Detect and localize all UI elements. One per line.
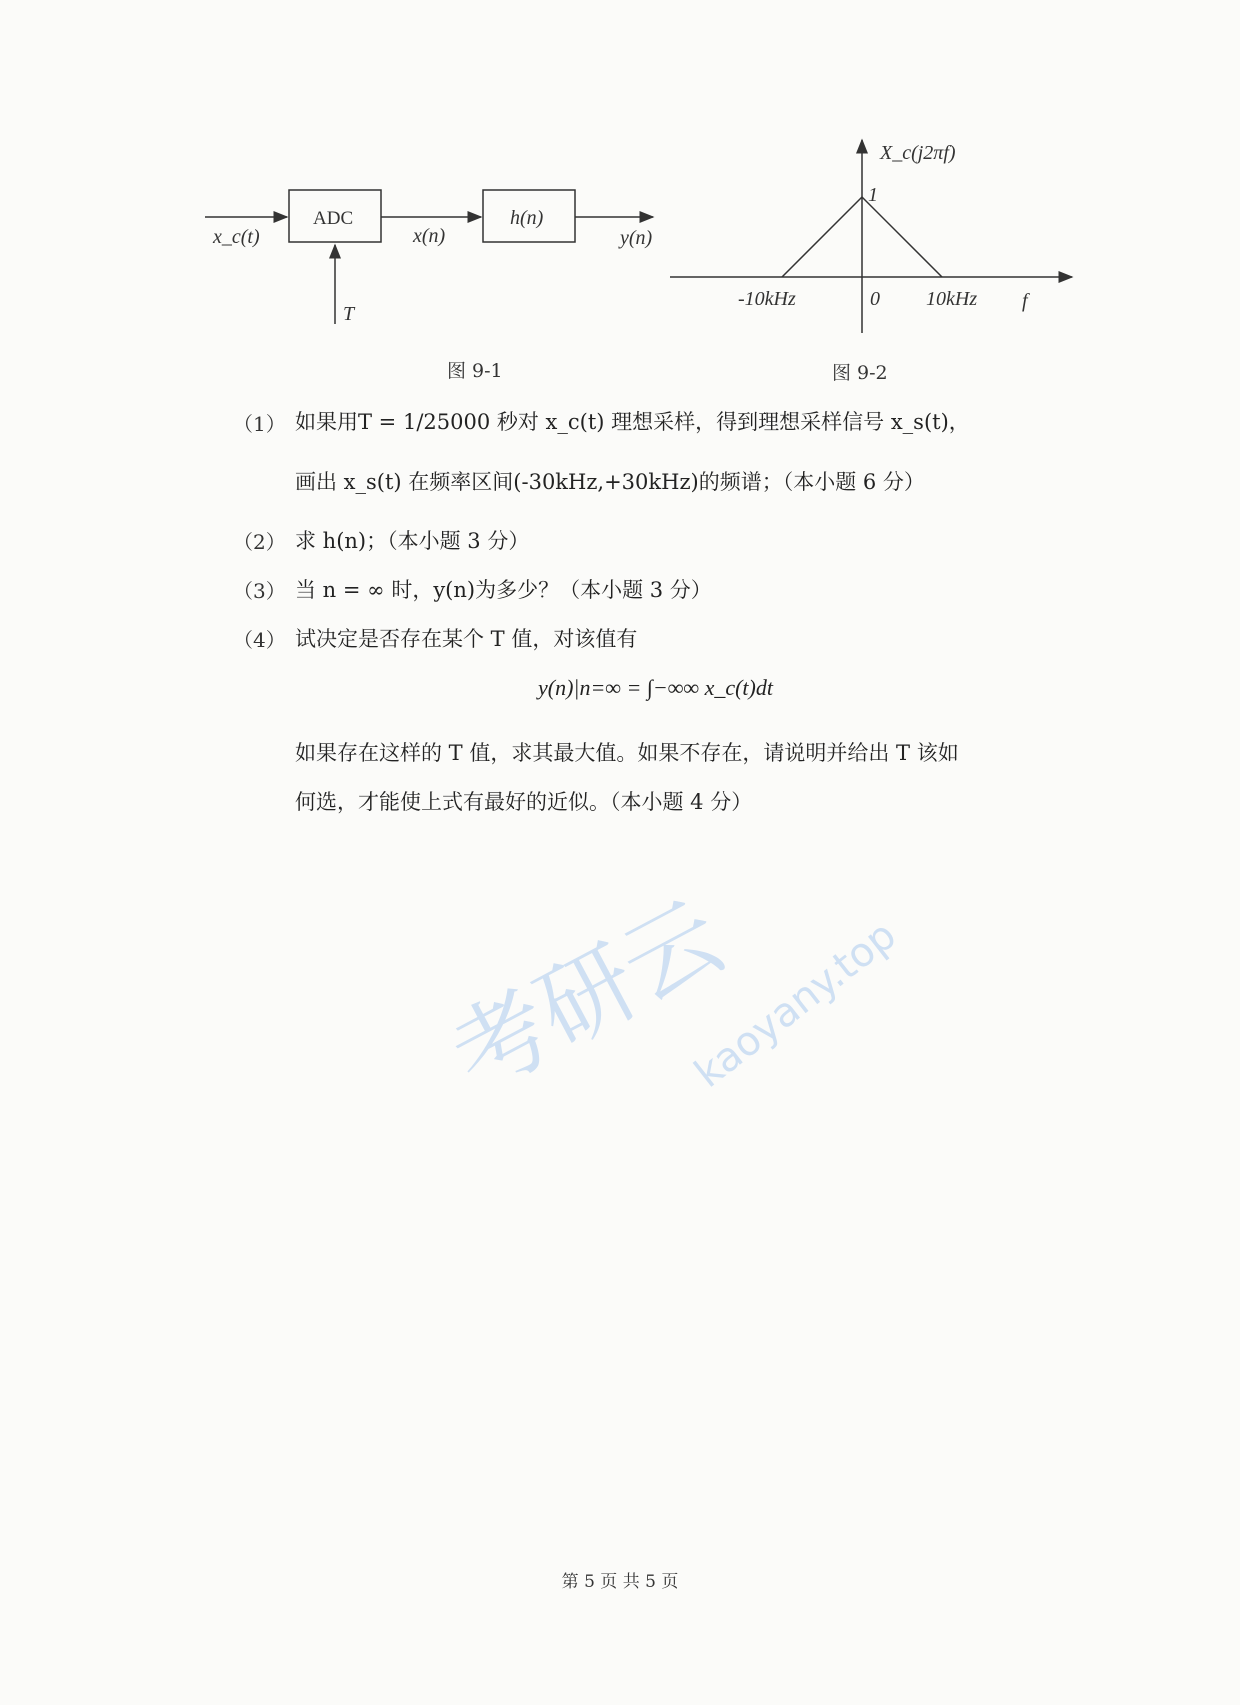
question-4-line-1: 试决定是否存在某个 T 值，对该值有 bbox=[295, 627, 638, 651]
watermark-cn: 考研云 bbox=[433, 879, 741, 1114]
question-4-line-2: 如果存在这样的 T 值，求其最大值。如果不存在，请说明并给出 T 该如 bbox=[295, 741, 959, 765]
tick-zero-label: 0 bbox=[870, 288, 880, 310]
page-footer: 第 5 页 共 5 页 bbox=[561, 1572, 679, 1592]
figure-caption-1: 图 9-1 bbox=[447, 360, 503, 382]
question-4-number: （4） bbox=[233, 628, 286, 652]
question-2-number: （2） bbox=[233, 530, 286, 554]
spectrum-plot bbox=[670, 135, 1080, 345]
question-1-line-1: 如果用T = 1/25000 秒对 x_c(t) 理想采样，得到理想采样信号 x_s(t)， bbox=[295, 410, 970, 434]
question-1-number: （1） bbox=[233, 412, 286, 436]
tick-pos-label: 10kHz bbox=[926, 288, 978, 310]
block-diagram bbox=[205, 170, 675, 345]
xn-label: x(n) bbox=[413, 225, 446, 247]
question-2-text: 求 h(n)；（本小题 3 分） bbox=[295, 529, 530, 553]
question-3-text: 当 n = ∞ 时，y(n)为多少？（本小题 3 分） bbox=[295, 578, 712, 602]
output-label: y(n) bbox=[620, 227, 653, 249]
adc-label: ADC bbox=[313, 208, 354, 229]
spectrum-title: X_c(j2πf) bbox=[880, 142, 956, 164]
f-axis-label: f bbox=[1022, 290, 1028, 312]
question-1-line-2: 画出 x_s(t) 在频率区间(-30kHz,+30kHz)的频谱；（本小题 6 分） bbox=[295, 470, 925, 494]
question-4-line-3: 何选，才能使上式有最好的近似。（本小题 4 分） bbox=[295, 790, 753, 814]
clock-label: T bbox=[343, 303, 355, 325]
question-3-number: （3） bbox=[233, 579, 286, 603]
peak-label: 1 bbox=[868, 184, 878, 206]
input-label: x_c(t) bbox=[213, 226, 260, 248]
integral-formula: y(n)|n=∞ = ∫−∞∞ x_c(t)dt bbox=[538, 675, 773, 700]
watermark-url: kaoyany.top bbox=[686, 912, 905, 1097]
tick-neg-label: -10kHz bbox=[738, 288, 796, 310]
hn-label: h(n) bbox=[510, 207, 544, 229]
figure-caption-2: 图 9-2 bbox=[832, 362, 888, 384]
